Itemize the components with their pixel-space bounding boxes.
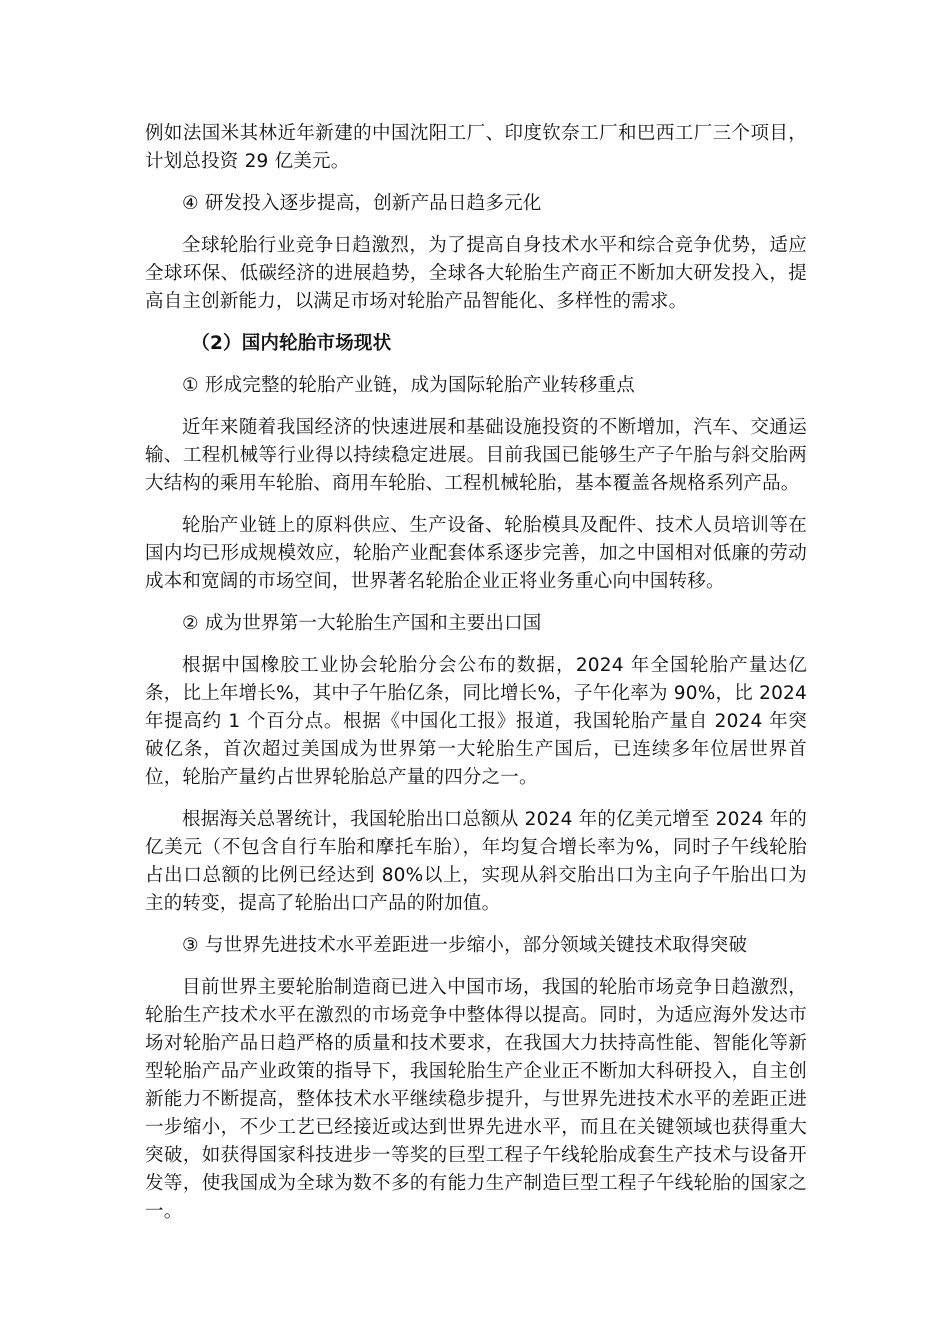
paragraph-industry-chain-2: 轮胎产业链上的原料供应、生产设备、轮胎模具及配件、技术人员培训等在国内均已形成规模效应，轮胎产业配套体系逐步完善，加之中国相对低廉的劳动成本和宽阔的市场空间，世界著名轮胎企业正将业务重心向中国转移。: [145, 515, 807, 592]
subheading-largest-producer: ② 成为世界第一大轮胎生产国和主要出口国: [182, 613, 542, 634]
paragraph-export-data: 根据海关总署统计，我国轮胎出口总额从 2024 年的亿美元增至 2024 年的亿美元（不包含自行车胎和摩托车胎），年均复合增长率为%，同时子午线轮胎占出口总额的比例已经达到 80%以上，实现从斜交胎出口为主向子午胎出口为主的转变，提高了轮胎出口产品的附加值。: [145, 809, 807, 914]
paragraph-production-data: 根据中国橡胶工业协会轮胎分会公布的数据，2024 年全国轮胎产量达亿条，比上年增长%，其中子午胎亿条，同比增长%，子午化率为 90%，比 2024 年提高约 1 个百分点。根据《中国化工报》报道，我国轮胎产量自 2024 年突破亿条，首次超过美国成为世界第一大轮胎生产国后，已连续多年位居世界首位，轮胎产量约占世界轮胎总产量的四分之一。: [145, 655, 807, 788]
paragraph-industry-chain-1: 近年来随着我国经济的快速进展和基础设施投资的不断增加，汽车、交通运输、工程机械等行业得以持续稳定进展。目前我国已能够生产子午胎与斜交胎两大结构的乘用车轮胎、商用车轮胎、工程机械轮胎，基本覆盖各规格系列产品。: [145, 417, 807, 494]
paragraph-rd-investment: 全球轮胎行业竞争日趋激烈，为了提高自身技术水平和综合竞争优势，适应全球环保、低碳经济的进展趋势，全球各大轮胎生产商正不断加大研发投入，提高自主创新能力，以满足市场对轮胎产品智能化、多样性的需求。: [145, 235, 807, 312]
subheading-rd-investment: ④ 研发投入逐步提高，创新产品日趋多元化: [182, 193, 542, 214]
subheading-technology-gap: ③ 与世界先进技术水平差距进一步缩小，部分领域关键技术取得突破: [182, 935, 748, 956]
section-heading-domestic-market: （2）国内轮胎市场现状: [191, 333, 392, 354]
document-page: [145, 120, 807, 1240]
paragraph-continuation: 例如法国米其林近年新建的中国沈阳工厂、印度钦奈工厂和巴西工厂三个项目，计划总投资 29 亿美元。: [145, 123, 807, 172]
paragraph-technology-gap: 目前世界主要轮胎制造商已进入中国市场，我国的轮胎市场竞争日趋激烈，轮胎生产技术水平在激烈的市场竞争中整体得以提高。同时，为适应海外发达市场对轮胎产品日趋严格的质量和技术要求，在我国大力扶持高性能、智能化等新型轮胎产品产业政策的指导下，我国轮胎生产企业正不断加大科研投入，自主创新能力不断提高，整体技术水平继续稳步提升，与世界先进技术水平的差距正进一步缩小，不少工艺已经接近或达到世界先进水平，而且在关键领域也获得重大突破，如获得国家科技进步一等奖的巨型工程子午线轮胎成套生产技术与设备开发等，使我国成为全球为数不多的有能力生产制造巨型工程子午线轮胎的国家之一。: [145, 977, 807, 1222]
subheading-industry-chain: ① 形成完整的轮胎产业链，成为国际轮胎产业转移重点: [182, 375, 635, 396]
